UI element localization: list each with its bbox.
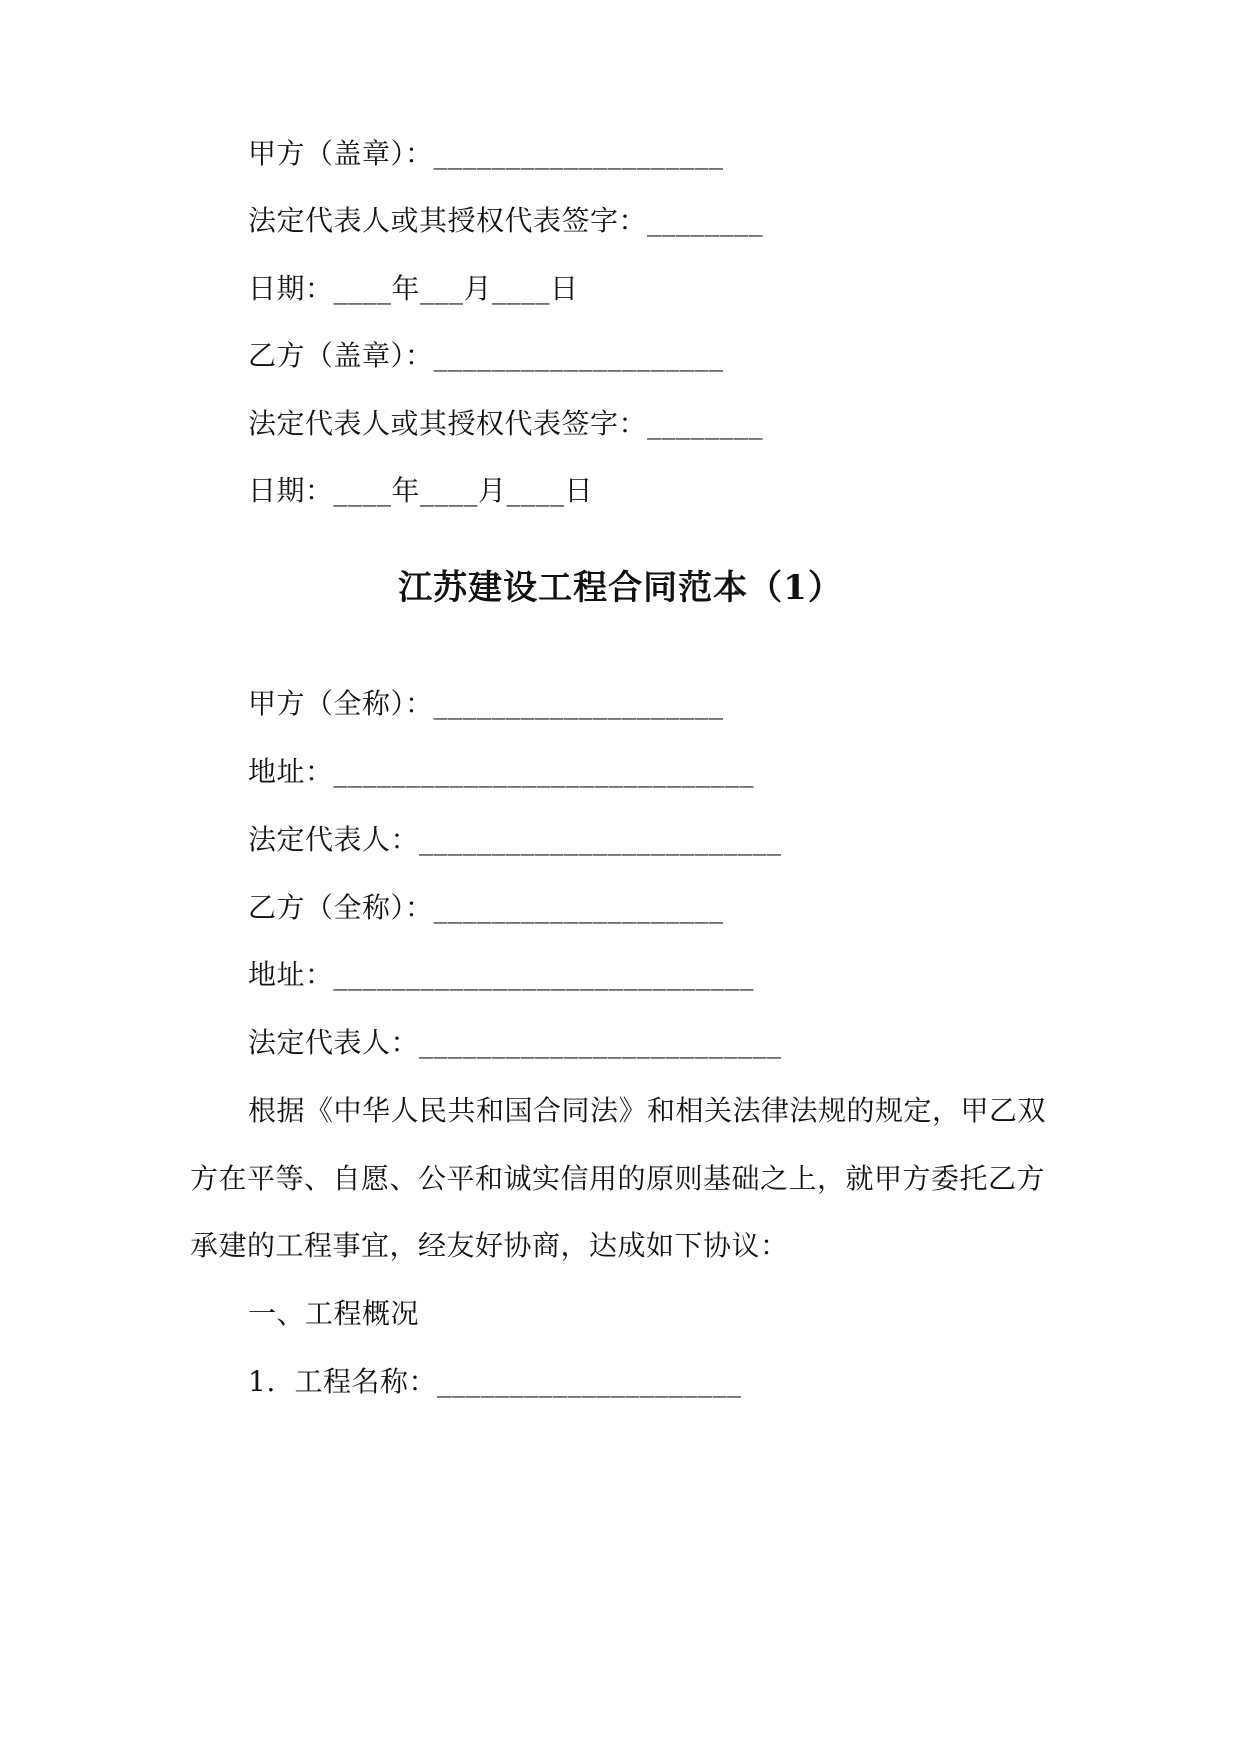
contract-title: 江苏建设工程合同范本（1）: [398, 568, 843, 608]
preamble-line-1: 根据《中华人民共和国合同法》和相关法律法规的规定，甲乙双: [248, 1094, 1047, 1127]
item-1-project-name-line: 1. 工程名称：_____________________: [248, 1365, 742, 1398]
party-a-address-line: 地址：_____________________________: [248, 755, 755, 788]
preamble-line-3: 承建的工程事宜，经友好协商，达成如下协议：: [190, 1229, 789, 1262]
section-1-heading: 一、工程概况: [248, 1297, 420, 1330]
party-b-address-line: 地址：_____________________________: [248, 958, 755, 991]
party-b-rep-signature-line: 法定代表人或其授权代表签字：________: [248, 407, 764, 440]
party-b-fullname-line: 乙方（全称）：____________________: [248, 891, 724, 924]
party-a-date-line: 日期：____年___月____日: [248, 272, 579, 305]
party-a-rep-signature-line: 法定代表人或其授权代表签字：________: [248, 204, 764, 237]
party-a-legal-rep-line: 法定代表人：_________________________: [248, 823, 782, 856]
party-b-seal-line: 乙方（盖章）：____________________: [248, 339, 724, 372]
party-b-legal-rep-line: 法定代表人：_________________________: [248, 1026, 782, 1059]
party-b-date-line: 日期：____年____月____日: [248, 474, 594, 507]
party-a-seal-line: 甲方（盖章）：____________________: [248, 137, 724, 170]
preamble-line-2: 方在平等、自愿、公平和诚实信用的原则基础之上，就甲方委托乙方: [190, 1162, 1046, 1195]
party-a-fullname-line: 甲方（全称）：____________________: [248, 687, 724, 720]
